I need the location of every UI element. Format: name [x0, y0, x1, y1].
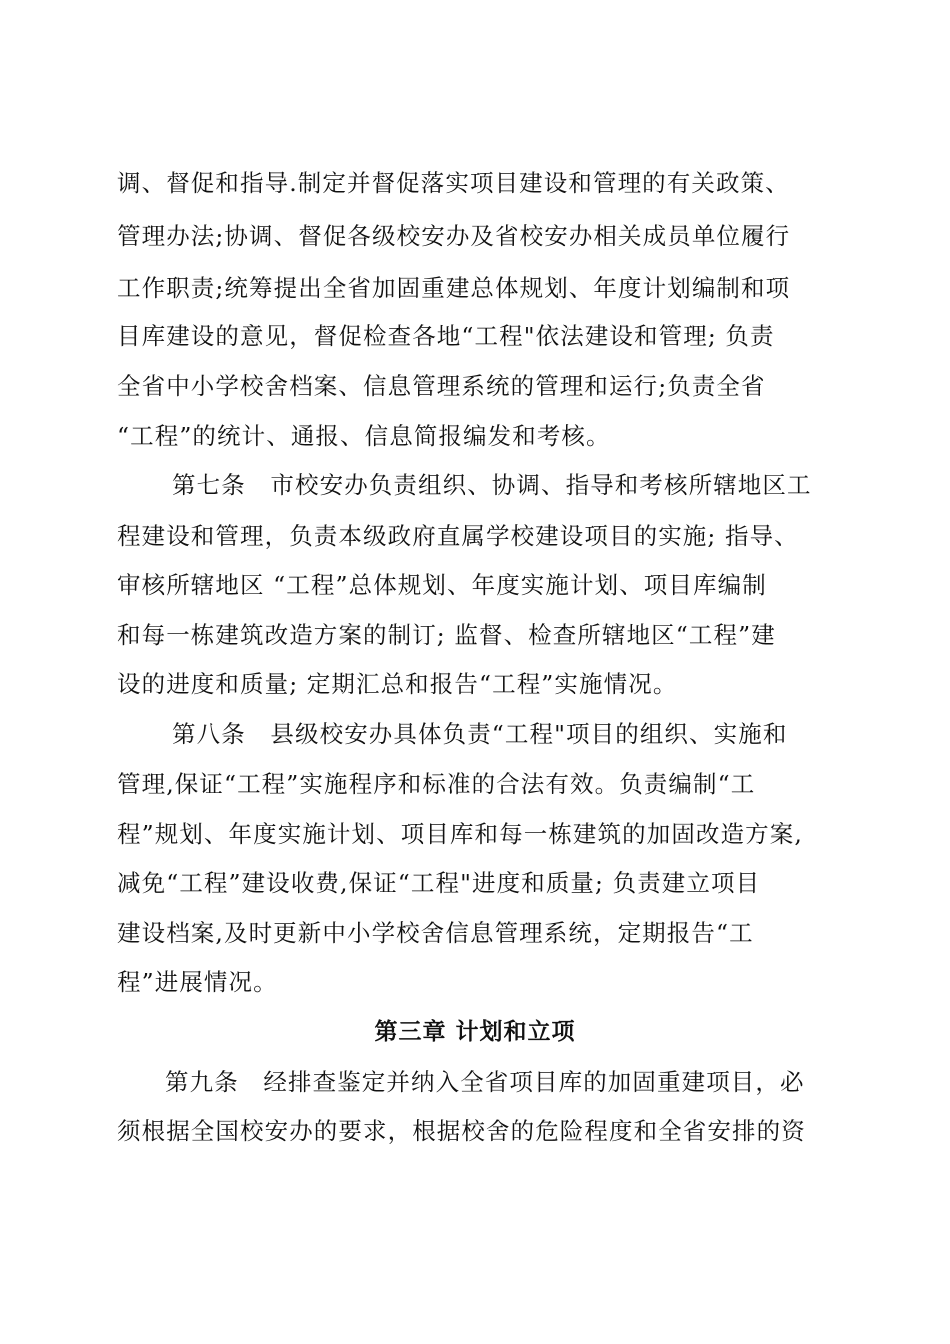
article-7-line: 第七条 市校安办负责组织、协调、指导和考核所辖地区工 — [172, 471, 812, 499]
text-line: 全省中小学校舍档案、信息管理系统的管理和运行;负责全省 — [117, 372, 766, 400]
article-8-line: 第八条 县级校安办具体负责“工程"项目的组织、实施和 — [172, 720, 788, 748]
text-line: 目库建设的意见，督促检查各地“工程"依法建设和管理; 负责 — [117, 322, 775, 350]
article-7-line: 设的进度和质量; 定期汇总和报告“工程”实施情况。 — [117, 670, 678, 698]
article-8-line: 程”进展情况。 — [117, 968, 278, 996]
article-7-line: 和每一栋建筑改造方案的制订; 监督、检查所辖地区“工程”建 — [117, 621, 776, 649]
text-line: “工程”的统计、通报、信息简报编发和考核。 — [117, 422, 611, 450]
text-line: 工作职责;统筹提出全省加固重建总体规划、年度计划编制和项 — [117, 274, 791, 302]
article-8-line: 减免“工程”建设收费,保证“工程"进度和质量; 负责建立项目 — [117, 869, 761, 897]
article-8-line: 管理,保证“工程”实施程序和标准的合法有效。负责编制“工 — [117, 770, 756, 798]
text-line: 管理办法;协调、督促各级校安办及省校安办相关成员单位履行 — [117, 222, 791, 250]
chapter-title: 第三章 计划和立项 — [374, 1019, 576, 1045]
text-line: 调、督促和指导.制定并督促落实项目建设和管理的有关政策、 — [117, 169, 790, 197]
article-7-line: 程建设和管理，负责本级政府直属学校建设项目的实施; 指导、 — [117, 522, 799, 550]
article-7-line: 审核所辖地区 “工程”总体规划、年度实施计划、项目库编制 — [117, 571, 767, 599]
article-9-line: 第九条 经排查鉴定并纳入全省项目库的加固重建项目，必 — [165, 1068, 805, 1096]
article-9-line: 须根据全国校安办的要求，根据校舍的危险程度和全省安排的资 — [117, 1117, 806, 1145]
article-8-line: 建设档案,及时更新中小学校舍信息管理系统，定期报告“工 — [117, 919, 754, 947]
article-8-line: 程”规划、年度实施计划、项目库和每一栋建筑的加固改造方案, — [117, 820, 803, 848]
